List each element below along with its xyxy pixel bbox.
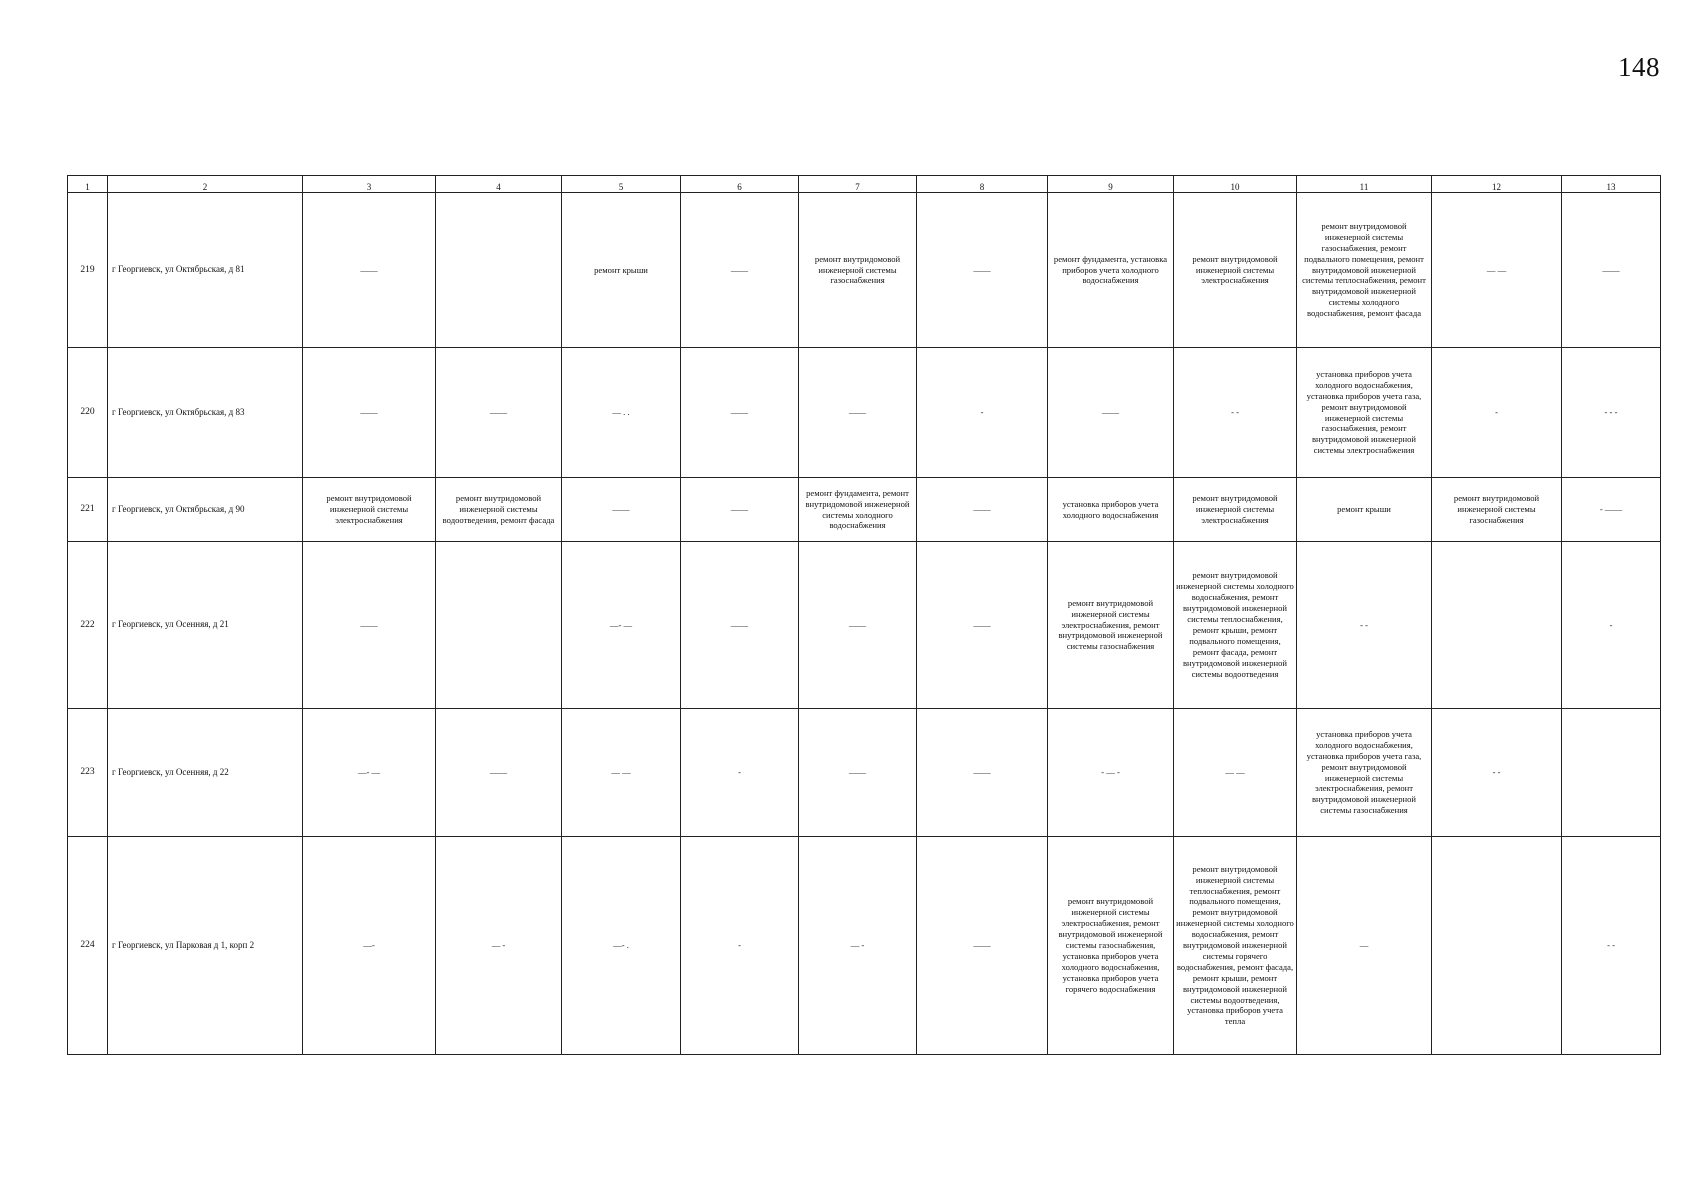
table-cell: ——: [917, 542, 1048, 709]
table-cell: -: [681, 709, 799, 837]
table-cell: ——: [303, 542, 436, 709]
table-row: [68, 542, 1661, 709]
table-cell: установка приборов учета холодного водоснабжения: [1048, 478, 1174, 542]
column-header: 12: [1432, 176, 1562, 193]
table-cell: ——: [1562, 193, 1661, 348]
table-cell: - — -: [1048, 709, 1174, 837]
table-cell: —- —: [303, 709, 436, 837]
table-cell: — -: [799, 837, 917, 1055]
table-cell: ремонт внутридомовой инженерной системы электроснабжения: [1174, 193, 1297, 348]
table-cell: ремонт фундамента, установка приборов учета холодного водоснабжения: [1048, 193, 1174, 348]
table-cell: [1432, 542, 1562, 709]
table-row: [68, 193, 1661, 348]
table-cell: ——: [799, 709, 917, 837]
table-cell: ——: [303, 193, 436, 348]
column-header: 1: [68, 176, 108, 193]
table-cell: ——: [917, 478, 1048, 542]
table-cell: ремонт фундамента, ремонт внутридомовой инженерной системы холодного водоснабжения: [799, 478, 917, 542]
table-cell: ——: [917, 709, 1048, 837]
table-cell: ——: [799, 542, 917, 709]
column-header: 6: [681, 176, 799, 193]
table-cell: ремонт внутридомовой инженерной системы электроснабжения, ремонт внутридомовой инженерной системы газоснабжения, установка приборов учета холодного водоснабжения, установка приборов учета горячего водоснабжения: [1048, 837, 1174, 1055]
table-cell: ремонт внутридомовой инженерной системы газоснабжения: [799, 193, 917, 348]
row-number: 219: [68, 193, 108, 348]
table-cell: ремонт внутридомовой инженерной системы газоснабжения, ремонт подвального помещения, ремонт внутридомовой инженерной системы теплоснабжения, ремонт внутридомовой инженерной системы холодного водоснабжения, ремонт фасада: [1297, 193, 1432, 348]
table-row: [68, 709, 1661, 837]
row-number: 220: [68, 348, 108, 478]
table-row: [68, 837, 1661, 1055]
address-cell: г Георгиевск, ул Октябрьская, д 90: [108, 478, 303, 542]
table-cell: — . .: [562, 348, 681, 478]
column-header: 11: [1297, 176, 1432, 193]
address-cell: г Георгиевск, ул Осенняя, д 21: [108, 542, 303, 709]
table-cell: ремонт внутридомовой инженерной системы газоснабжения: [1432, 478, 1562, 542]
table-cell: - -: [1297, 542, 1432, 709]
row-number: 222: [68, 542, 108, 709]
table-cell: ——: [681, 348, 799, 478]
table-cell: ——: [303, 348, 436, 478]
table-cell: — —: [1174, 709, 1297, 837]
table-cell: [436, 193, 562, 348]
table-cell: —-: [303, 837, 436, 1055]
row-number: 223: [68, 709, 108, 837]
column-header: 8: [917, 176, 1048, 193]
column-number-row: [68, 176, 1661, 193]
table-cell: — —: [562, 709, 681, 837]
address-cell: г Георгиевск, ул Октябрьская, д 81: [108, 193, 303, 348]
table-cell: ——: [799, 348, 917, 478]
table-cell: ——: [917, 193, 1048, 348]
table-cell: -: [1562, 542, 1661, 709]
table-cell: ремонт внутридомовой инженерной системы холодного водоснабжения, ремонт внутридомовой инженерной системы теплоснабжения, ремонт крыши, ремонт подвального помещения, ремонт фасада, ремонт внутридомовой инженерной системы водоотведения: [1174, 542, 1297, 709]
address-cell: г Георгиевск, ул Осенняя, д 22: [108, 709, 303, 837]
row-number: 224: [68, 837, 108, 1055]
column-header: 3: [303, 176, 436, 193]
table-cell: ——: [436, 709, 562, 837]
table-cell: — —: [1432, 193, 1562, 348]
table-cell: ремонт крыши: [1297, 478, 1432, 542]
column-header: 9: [1048, 176, 1174, 193]
table-cell: ——: [681, 193, 799, 348]
column-header: 5: [562, 176, 681, 193]
column-header: 13: [1562, 176, 1661, 193]
column-header: 7: [799, 176, 917, 193]
table-row: [68, 348, 1661, 478]
table-cell: ремонт внутридомовой инженерной системы теплоснабжения, ремонт подвального помещения, ремонт внутридомовой инженерной системы холодного водоснабжения, ремонт внутридомовой инженерной системы горячего водоснабжения, ремонт фасада, ремонт крыши, ремонт внутридомовой инженерной системы водоотведения, установка приборов учета тепла: [1174, 837, 1297, 1055]
column-header: 10: [1174, 176, 1297, 193]
table-cell: ——: [681, 542, 799, 709]
page-number: 148: [1618, 52, 1660, 82]
table-cell: ремонт крыши: [562, 193, 681, 348]
table-cell: - -: [1562, 837, 1661, 1055]
table-cell: ремонт внутридомовой инженерной системы электроснабжения, ремонт внутридомовой инженерной системы газоснабжения: [1048, 542, 1174, 709]
table-cell: [436, 542, 562, 709]
table-cell: ——: [917, 837, 1048, 1055]
table-cell: ——: [436, 348, 562, 478]
table-cell: — -: [436, 837, 562, 1055]
table-row: [68, 478, 1661, 542]
table-cell: установка приборов учета холодного водоснабжения, установка приборов учета газа, ремонт внутридомовой инженерной системы электроснабжения, ремонт внутридомовой инженерной системы газоснабжения: [1297, 709, 1432, 837]
address-cell: г Георгиевск, ул Парковая д 1, корп 2: [108, 837, 303, 1055]
table-cell: ——: [562, 478, 681, 542]
table-cell: -: [681, 837, 799, 1055]
table-cell: - ——: [1562, 478, 1661, 542]
table-cell: ремонт внутридомовой инженерной системы электроснабжения: [303, 478, 436, 542]
repair-plan-table: [67, 175, 1661, 1055]
address-cell: г Георгиевск, ул Октябрьская, д 83: [108, 348, 303, 478]
table-cell: ремонт внутридомовой инженерной системы водоотведения, ремонт фасада: [436, 478, 562, 542]
row-number: 221: [68, 478, 108, 542]
table-cell: - -: [1174, 348, 1297, 478]
table-cell: —: [1297, 837, 1432, 1055]
table-cell: ——: [1048, 348, 1174, 478]
table-cell: —- —: [562, 542, 681, 709]
table-cell: [1562, 709, 1661, 837]
table-cell: - - -: [1562, 348, 1661, 478]
column-header: 4: [436, 176, 562, 193]
column-header: 2: [108, 176, 303, 193]
table-cell: -: [1432, 348, 1562, 478]
table-cell: —- .: [562, 837, 681, 1055]
table-cell: - -: [1432, 709, 1562, 837]
table-cell: -: [917, 348, 1048, 478]
table-cell: [1432, 837, 1562, 1055]
table-cell: ремонт внутридомовой инженерной системы электроснабжения: [1174, 478, 1297, 542]
table-cell: установка приборов учета холодного водоснабжения, установка приборов учета газа, ремонт внутридомовой инженерной системы газоснабжения, ремонт внутридомовой инженерной системы электроснабжения: [1297, 348, 1432, 478]
table-cell: ——: [681, 478, 799, 542]
